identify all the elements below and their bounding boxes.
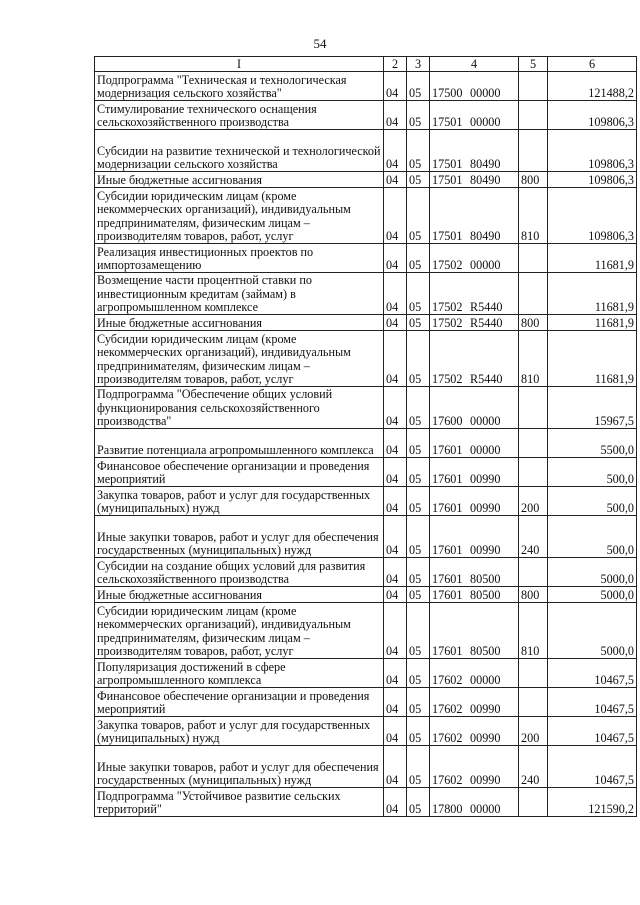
row-name: Стимулирование технического оснащения сельскохозяйственного производства: [95, 101, 384, 130]
row-target-article: [430, 331, 519, 387]
row-name: Иные закупки товаров, работ и услуг для обеспечения государственных (муниципальных) нужд: [95, 516, 384, 558]
table-row: [95, 273, 637, 315]
row-direction-code: 00990: [470, 471, 501, 486]
row-target-article: [430, 429, 519, 458]
header-subsection: 3: [407, 57, 430, 72]
row-name: Реализация инвестиционных проектов по импортозамещению: [95, 244, 384, 273]
row-section: 04: [384, 331, 407, 387]
row-expense-type: [519, 458, 548, 487]
row-expense-type: [519, 130, 548, 172]
row-section: 04: [384, 788, 407, 817]
row-expense-type: [519, 387, 548, 429]
budget-table: [94, 56, 637, 817]
row-target-article: [430, 188, 519, 244]
row-subsection: 05: [407, 315, 430, 331]
row-amount: 11681,9: [548, 244, 637, 273]
row-section: 04: [384, 315, 407, 331]
row-subsection: 05: [407, 688, 430, 717]
row-program-code: 17502: [432, 371, 463, 386]
row-subsection: 05: [407, 487, 430, 516]
table-row: [95, 331, 637, 387]
row-section: 04: [384, 130, 407, 172]
row-name: Закупка товаров, работ и услуг для государственных (муниципальных) нужд: [95, 717, 384, 746]
row-target-article: [430, 172, 519, 188]
table-row: [95, 688, 637, 717]
row-name: Иные закупки товаров, работ и услуг для обеспечения государственных (муниципальных) нужд: [95, 746, 384, 788]
row-amount: 5500,0: [548, 429, 637, 458]
row-section: 04: [384, 172, 407, 188]
row-direction-code: 00990: [470, 542, 501, 557]
row-amount: 109806,3: [548, 172, 637, 188]
row-direction-code: 00990: [470, 772, 501, 787]
row-name: Финансовое обеспечение организации и проведения мероприятий: [95, 458, 384, 487]
row-amount: 500,0: [548, 458, 637, 487]
row-subsection: 05: [407, 244, 430, 273]
row-section: 04: [384, 516, 407, 558]
row-subsection: 05: [407, 458, 430, 487]
table-row: [95, 659, 637, 688]
row-target-article: [430, 487, 519, 516]
table-row: [95, 587, 637, 603]
row-direction-code: 80490: [470, 172, 501, 187]
row-expense-type: [519, 72, 548, 101]
table-row: [95, 101, 637, 130]
row-section: 04: [384, 487, 407, 516]
row-target-article: [430, 558, 519, 587]
row-subsection: 05: [407, 429, 430, 458]
row-expense-type: [519, 788, 548, 817]
row-direction-code: 00990: [470, 500, 501, 515]
header-amount: 6: [548, 57, 637, 72]
row-section: 04: [384, 458, 407, 487]
table-row: [95, 717, 637, 746]
row-program-code: 17601: [432, 542, 463, 557]
row-target-article: [430, 717, 519, 746]
row-name: Иные бюджетные ассигнования: [95, 587, 384, 603]
row-amount: 10467,5: [548, 746, 637, 788]
row-amount: 5000,0: [548, 587, 637, 603]
row-section: 04: [384, 717, 407, 746]
row-target-article: [430, 101, 519, 130]
row-section: 04: [384, 244, 407, 273]
row-subsection: 05: [407, 130, 430, 172]
row-subsection: 05: [407, 331, 430, 387]
row-expense-type: 240: [519, 746, 548, 788]
row-name: Развитие потенциала агропромышленного комплекса: [95, 429, 384, 458]
row-amount: 11681,9: [548, 315, 637, 331]
row-section: 04: [384, 72, 407, 101]
row-amount: 109806,3: [548, 188, 637, 244]
row-program-code: 17602: [432, 772, 463, 787]
row-program-code: 17602: [432, 701, 463, 716]
row-amount: 11681,9: [548, 331, 637, 387]
row-target-article: [430, 387, 519, 429]
row-program-code: 17501: [432, 114, 463, 129]
row-direction-code: 00990: [470, 730, 501, 745]
row-section: 04: [384, 429, 407, 458]
row-amount: 121590,2: [548, 788, 637, 817]
table-row: [95, 458, 637, 487]
row-program-code: 17502: [432, 257, 463, 272]
table-row: [95, 487, 637, 516]
row-program-code: 17501: [432, 172, 463, 187]
row-name: Субсидии на создание общих условий для развития сельскохозяйственного производства: [95, 558, 384, 587]
row-direction-code: 80500: [470, 587, 501, 602]
row-subsection: 05: [407, 188, 430, 244]
table-row: [95, 315, 637, 331]
row-name: Подпрограмма "Устойчивое развитие сельских территорий": [95, 788, 384, 817]
row-amount: 121488,2: [548, 72, 637, 101]
row-amount: 10467,5: [548, 659, 637, 688]
table-row: [95, 788, 637, 817]
row-program-code: 17602: [432, 730, 463, 745]
row-direction-code: 00000: [470, 801, 501, 816]
row-subsection: 05: [407, 746, 430, 788]
table-row: [95, 188, 637, 244]
row-direction-code: 80490: [470, 156, 501, 171]
row-amount: 500,0: [548, 516, 637, 558]
header-section: 2: [384, 57, 407, 72]
row-expense-type: 810: [519, 331, 548, 387]
row-amount: 500,0: [548, 487, 637, 516]
row-target-article: [430, 458, 519, 487]
row-target-article: [430, 315, 519, 331]
row-expense-type: 800: [519, 172, 548, 188]
row-amount: 10467,5: [548, 717, 637, 746]
row-subsection: 05: [407, 558, 430, 587]
row-direction-code: R5440: [470, 299, 503, 314]
row-section: 04: [384, 101, 407, 130]
row-subsection: 05: [407, 587, 430, 603]
row-expense-type: 200: [519, 487, 548, 516]
row-direction-code: 00000: [470, 257, 501, 272]
row-expense-type: 240: [519, 516, 548, 558]
table-row: [95, 244, 637, 273]
row-name: Субсидии юридическим лицам (кроме некоммерческих организаций), индивидуальным предпринимателям, физическим лицам – производителям товаров, работ, услуг: [95, 331, 384, 387]
table-row: [95, 516, 637, 558]
row-direction-code: R5440: [470, 315, 503, 330]
row-name: Подпрограмма "Техническая и технологическая модернизация сельского хозяйства": [95, 72, 384, 101]
row-program-code: 17602: [432, 672, 463, 687]
row-subsection: 05: [407, 516, 430, 558]
row-subsection: 05: [407, 659, 430, 688]
row-target-article: [430, 244, 519, 273]
row-program-code: 17601: [432, 571, 463, 586]
row-amount: 15967,5: [548, 387, 637, 429]
table-row: [95, 558, 637, 587]
row-section: 04: [384, 273, 407, 315]
row-subsection: 05: [407, 101, 430, 130]
row-amount: 5000,0: [548, 558, 637, 587]
row-section: 04: [384, 746, 407, 788]
row-target-article: [430, 788, 519, 817]
row-section: 04: [384, 188, 407, 244]
row-subsection: 05: [407, 273, 430, 315]
table-row: [95, 746, 637, 788]
row-program-code: 17601: [432, 442, 463, 457]
row-target-article: [430, 688, 519, 717]
row-name: Возмещение части процентной ставки по инвестиционным кредитам (займам) в агропромышленном комплексе: [95, 273, 384, 315]
row-section: 04: [384, 558, 407, 587]
row-name: Иные бюджетные ассигнования: [95, 315, 384, 331]
row-name: Финансовое обеспечение организации и проведения мероприятий: [95, 688, 384, 717]
row-subsection: 05: [407, 172, 430, 188]
row-expense-type: [519, 273, 548, 315]
row-expense-type: 200: [519, 717, 548, 746]
row-program-code: 17501: [432, 156, 463, 171]
row-expense-type: [519, 659, 548, 688]
row-expense-type: 810: [519, 188, 548, 244]
row-target-article: [430, 659, 519, 688]
row-expense-type: [519, 688, 548, 717]
header-target-article: 4: [430, 57, 519, 72]
row-subsection: 05: [407, 387, 430, 429]
row-expense-type: 800: [519, 315, 548, 331]
header-name: I: [95, 57, 384, 72]
row-subsection: 05: [407, 72, 430, 101]
table-header-row: [95, 57, 637, 72]
row-amount: 10467,5: [548, 688, 637, 717]
row-amount: 109806,3: [548, 130, 637, 172]
table-row: [95, 72, 637, 101]
row-expense-type: 800: [519, 587, 548, 603]
row-program-code: 17800: [432, 801, 463, 816]
row-name: Субсидии юридическим лицам (кроме некоммерческих организаций), индивидуальным предпринимателям, физическим лицам – производителям товаров, работ, услуг: [95, 603, 384, 659]
row-amount: 11681,9: [548, 273, 637, 315]
table-row: [95, 429, 637, 458]
table-row: [95, 172, 637, 188]
row-name: Субсидии юридическим лицам (кроме некоммерческих организаций), индивидуальным предпринимателям, физическим лицам – производителям товаров, работ, услуг: [95, 188, 384, 244]
row-section: 04: [384, 587, 407, 603]
row-program-code: 17601: [432, 643, 463, 658]
row-expense-type: [519, 429, 548, 458]
row-program-code: 17502: [432, 315, 463, 330]
row-direction-code: 00000: [470, 442, 501, 457]
row-target-article: [430, 72, 519, 101]
row-target-article: [430, 603, 519, 659]
row-amount: 109806,3: [548, 101, 637, 130]
table-row: [95, 603, 637, 659]
row-name: Закупка товаров, работ и услуг для государственных (муниципальных) нужд: [95, 487, 384, 516]
row-amount: 5000,0: [548, 603, 637, 659]
row-direction-code: 00000: [470, 413, 501, 428]
row-expense-type: [519, 558, 548, 587]
row-direction-code: 80500: [470, 643, 501, 658]
row-section: 04: [384, 659, 407, 688]
header-expense-type: 5: [519, 57, 548, 72]
row-section: 04: [384, 688, 407, 717]
row-target-article: [430, 746, 519, 788]
row-name: Популяризация достижений в сфере агропромышленного комплекса: [95, 659, 384, 688]
row-direction-code: 80490: [470, 228, 501, 243]
row-section: 04: [384, 387, 407, 429]
table-row: [95, 387, 637, 429]
row-direction-code: 00000: [470, 114, 501, 129]
row-direction-code: 00000: [470, 85, 501, 100]
row-name: Субсидии на развитие технической и технологической модернизации сельского хозяйства: [95, 130, 384, 172]
page-number: 54: [313, 36, 327, 51]
row-direction-code: 80500: [470, 571, 501, 586]
row-subsection: 05: [407, 603, 430, 659]
row-target-article: [430, 273, 519, 315]
row-target-article: [430, 516, 519, 558]
row-program-code: 17501: [432, 228, 463, 243]
row-target-article: [430, 587, 519, 603]
row-target-article: [430, 130, 519, 172]
row-direction-code: 00000: [470, 672, 501, 687]
row-direction-code: 00990: [470, 701, 501, 716]
row-name: Подпрограмма "Обеспечение общих условий функционирования сельскохозяйственного производства": [95, 387, 384, 429]
row-expense-type: [519, 244, 548, 273]
table-row: [95, 130, 637, 172]
row-program-code: 17601: [432, 500, 463, 515]
row-program-code: 17502: [432, 299, 463, 314]
row-subsection: 05: [407, 788, 430, 817]
row-expense-type: [519, 101, 548, 130]
row-program-code: 17601: [432, 587, 463, 602]
row-program-code: 17500: [432, 85, 463, 100]
row-direction-code: R5440: [470, 371, 503, 386]
row-program-code: 17601: [432, 471, 463, 486]
row-expense-type: 810: [519, 603, 548, 659]
row-name: Иные бюджетные ассигнования: [95, 172, 384, 188]
row-subsection: 05: [407, 717, 430, 746]
row-program-code: 17600: [432, 413, 463, 428]
row-section: 04: [384, 603, 407, 659]
